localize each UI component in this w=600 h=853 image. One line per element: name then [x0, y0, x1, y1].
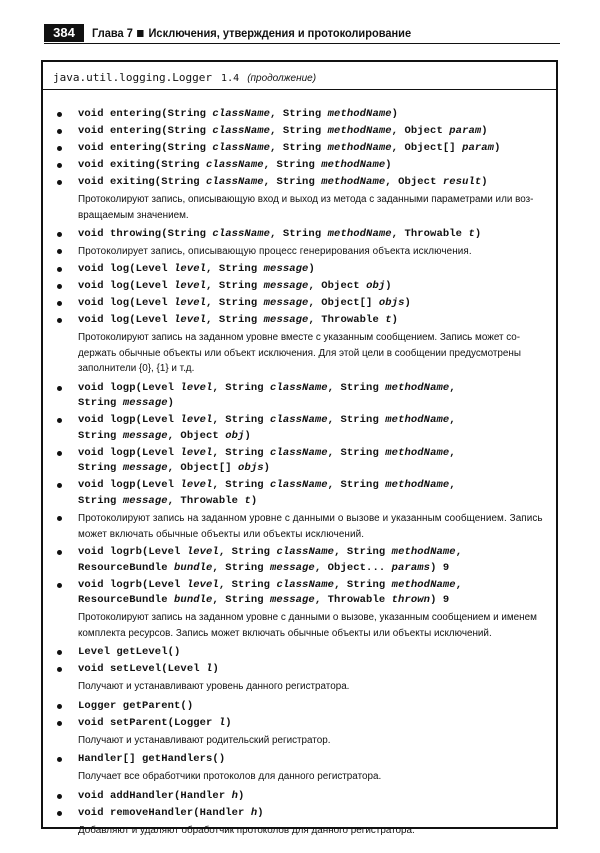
parameter-name: param — [462, 142, 495, 154]
signature-text: ) — [391, 108, 399, 120]
signature-text: , String — [206, 314, 264, 326]
parameter-name: level — [180, 479, 213, 491]
signature-text: void log(Level — [78, 263, 175, 275]
signature-text: ) — [385, 159, 392, 171]
parameter-name: level — [180, 446, 213, 459]
signature-text: , Object[] — [391, 142, 463, 154]
parameter-name: methodName — [385, 381, 450, 394]
signature-text: ) — [257, 806, 264, 819]
parameter-name: className — [212, 125, 271, 137]
signature-text: , Object — [167, 429, 226, 442]
parameter-name: level — [174, 263, 207, 275]
parameter-name: obj — [366, 280, 386, 292]
parameter-name: className — [270, 414, 328, 426]
signature-text: void removeHandler(Handler — [78, 806, 251, 819]
method-signature — [43, 413, 556, 444]
signature-text: ) — [244, 429, 251, 442]
parameter-name: message — [122, 397, 168, 409]
method-signature — [43, 296, 556, 312]
signature-text: , String — [334, 546, 392, 558]
method-signature — [43, 381, 556, 412]
signature-text: Level getLevel() — [78, 646, 181, 658]
parameter-name: bundle — [174, 594, 213, 606]
parameter-name: message — [122, 462, 168, 474]
method-signature — [43, 716, 556, 732]
signature-text: void log(Level — [78, 314, 175, 326]
signature-text: , String — [212, 381, 271, 394]
page-number: 384 — [44, 24, 84, 42]
signature-text: , String — [270, 108, 328, 120]
parameter-name: message — [270, 594, 315, 606]
parameter-name: message — [270, 561, 315, 574]
method-description: Протоколируют запись на заданном уровне вместе с указанным сообщением. Запись может со-держать обычные объекты или объект исключения. Для этой цели в сообщении предусмотрены заполнители {0}, {1} и т.д. — [78, 332, 521, 374]
signature-text: , String — [263, 159, 322, 171]
signature-text: ) — [494, 142, 501, 154]
parameter-name: level — [174, 297, 207, 309]
method-signature — [43, 478, 556, 509]
signature-text: void log(Level — [78, 297, 175, 309]
signature-text: Handler[] getHandlers() — [78, 753, 226, 765]
method-signature — [43, 124, 556, 140]
parameter-name: level — [174, 314, 207, 326]
signature-text: , Throwable — [391, 228, 469, 240]
parameter-name: message — [122, 494, 168, 507]
parameter-name: t — [468, 228, 475, 240]
parameter-name: methodName — [391, 546, 456, 558]
signature-text: , String — [327, 381, 386, 394]
method-description: Получают и устанавливают родительский регистратор. — [78, 734, 331, 746]
signature-text: ) 9 — [430, 561, 450, 574]
signature-text: , String — [78, 446, 456, 474]
signature-text: , String — [327, 479, 386, 491]
method-signature — [43, 244, 556, 261]
signature-text: void log(Level — [78, 280, 175, 292]
signature-text: , String — [334, 578, 392, 591]
signature-text: void setLevel(Level — [78, 663, 207, 675]
signature-text: ) — [391, 314, 399, 326]
method-description: Добавляют и удаляют обработчик протоколов для данного регистратора. — [78, 824, 415, 836]
signature-text: Протоколирует запись, описывающую процесс генерирования объекта исключения. — [78, 246, 472, 257]
method-description: Протоколируют запись на заданном уровне с данными о вызове, указанным сообщением и именем комплекта ресурсов. Запись может включать обычные объекты или объекты исключений. — [78, 612, 537, 639]
signature-text: void logrb(Level — [78, 546, 187, 558]
parameter-name: result — [442, 176, 482, 188]
signature-text: ) — [385, 280, 392, 292]
chapter-heading — [92, 24, 411, 42]
parameter-name: level — [174, 280, 207, 292]
signature-text: ) — [167, 397, 175, 409]
signature-text: ) — [225, 716, 232, 729]
parameter-name: level — [180, 414, 213, 426]
signature-text: void entering(String — [78, 108, 213, 120]
signature-text: ) — [238, 789, 245, 802]
continuation-note: (продолжение) — [247, 73, 317, 84]
parameter-name: message — [263, 297, 309, 309]
signature-text: , String — [78, 414, 456, 442]
method-signature — [43, 789, 556, 805]
method-signature — [43, 578, 556, 609]
signature-text: , Object — [385, 176, 443, 188]
signature-text: , String — [78, 381, 456, 409]
signature-text: ) — [308, 263, 315, 275]
parameter-name: className — [276, 546, 335, 558]
signature-text: ) — [250, 494, 258, 507]
signature-text: void logrb(Level — [78, 578, 187, 591]
signature-text: , String — [78, 479, 456, 507]
parameter-name: className — [212, 228, 271, 240]
signature-text: void exiting(String — [78, 159, 207, 171]
parameter-name: objs — [238, 462, 264, 474]
parameter-name: className — [212, 142, 271, 154]
signature-text: , Object... — [314, 561, 392, 574]
method-signature — [43, 446, 556, 477]
parameter-name: methodName — [327, 108, 392, 120]
header-rule — [44, 43, 560, 44]
signature-text: ) — [481, 176, 488, 188]
method-description: Протоколируют запись, описывающую вход и выход из метода с заданными параметрами или воз-вращаемым значением. — [78, 194, 534, 221]
signature-text: , ResourceBundle — [78, 578, 463, 606]
method-signature — [43, 175, 556, 191]
parameter-name: methodName — [385, 446, 450, 459]
signature-text: void setParent(Logger — [78, 716, 219, 729]
method-signature — [43, 313, 556, 329]
signature-text: , String — [212, 446, 271, 459]
signature-text: void addHandler(Handler — [78, 789, 232, 802]
parameter-name: methodName — [327, 142, 392, 154]
signature-text: , String — [270, 125, 328, 137]
parameter-name: l — [206, 663, 213, 675]
parameter-name: className — [206, 176, 264, 188]
signature-text: , String — [218, 578, 277, 591]
parameter-name: message — [122, 429, 168, 442]
api-box — [41, 60, 558, 836]
signature-text: ) 9 — [430, 594, 450, 606]
parameter-name: thrown — [391, 594, 431, 606]
method-signature — [43, 545, 556, 576]
api-entries — [43, 107, 556, 842]
method-signature — [43, 511, 556, 544]
parameter-name: objs — [378, 297, 405, 309]
parameter-name: level — [186, 578, 219, 591]
method-signature — [43, 806, 556, 822]
signature-text: , String — [212, 479, 271, 491]
signature-text: Logger getParent() — [78, 699, 194, 712]
signature-text: ) — [481, 125, 488, 137]
signature-text: void logp(Level — [78, 381, 181, 394]
signature-text: , String — [206, 297, 264, 309]
parameter-name: message — [263, 314, 309, 326]
signature-text: , String — [263, 176, 322, 188]
parameter-name: h — [250, 806, 258, 819]
method-signature — [43, 227, 556, 243]
signature-text: , Object[] — [308, 297, 379, 309]
parameter-name: methodName — [385, 479, 450, 491]
signature-text: Протоколируют запись на заданном уровне с данными о вызове и указанным сообщением. Запись может включать обычные объекты или объекты исключений. — [78, 512, 543, 540]
parameter-name: className — [212, 108, 271, 120]
signature-text: void entering(String — [78, 125, 213, 137]
method-description: Получает все обработчики протоколов для данного регистратора. — [78, 771, 382, 782]
method-signature — [43, 752, 556, 768]
chapter-title: Исключения, утверждения и протоколирование — [148, 26, 412, 40]
signature-text: , String — [218, 546, 277, 558]
signature-text: , Throwable — [308, 314, 386, 326]
method-signature — [43, 279, 556, 295]
parameter-name: className — [270, 446, 328, 459]
method-signature — [43, 262, 556, 278]
signature-text: , Throwable — [314, 594, 392, 606]
class-name: java.util.logging.Logger — [53, 71, 212, 84]
parameter-name: methodName — [327, 125, 392, 137]
signature-text: , ResourceBundle — [78, 546, 463, 574]
signature-text: , String — [212, 561, 271, 574]
method-description: Получают и устанавливают уровень данного регистратора. — [78, 681, 350, 692]
parameter-name: message — [263, 263, 309, 275]
parameter-name: methodName — [327, 228, 392, 240]
parameter-name: t — [385, 314, 392, 326]
class-header — [43, 62, 556, 90]
parameter-name: methodName — [391, 578, 456, 591]
signature-text: ) — [212, 663, 219, 675]
parameter-name: className — [270, 381, 328, 394]
class-version: 1.4 — [221, 73, 240, 84]
signature-text: , String — [206, 263, 264, 275]
signature-text: void throwing(String — [78, 228, 213, 240]
signature-text: , Object — [308, 280, 367, 292]
parameter-name: level — [180, 381, 213, 394]
signature-text: ) — [404, 297, 411, 309]
parameter-name: param — [449, 125, 482, 137]
parameter-name: h — [231, 789, 239, 802]
signature-text: , Throwable — [167, 494, 245, 507]
parameter-name: t — [244, 494, 251, 507]
parameter-name: level — [186, 546, 219, 558]
parameter-name: message — [263, 280, 309, 292]
signature-text: , String — [327, 414, 386, 426]
running-header — [44, 24, 560, 42]
signature-text: void entering(String — [78, 142, 213, 154]
parameter-name: className — [206, 159, 264, 171]
parameter-name: params — [391, 561, 431, 574]
parameter-name: className — [270, 479, 328, 491]
method-signature — [43, 158, 556, 174]
parameter-name: l — [218, 716, 226, 729]
method-signature — [43, 107, 556, 123]
method-signature — [43, 645, 556, 661]
parameter-name: methodName — [321, 176, 386, 188]
signature-text: void logp(Level — [78, 446, 181, 459]
signature-text: , String — [212, 414, 271, 426]
method-signature — [43, 141, 556, 157]
signature-text: , String — [270, 142, 328, 154]
signature-text: , Object — [391, 125, 450, 137]
signature-text: , String — [212, 594, 271, 606]
parameter-name: methodName — [385, 414, 450, 426]
square-bullet-icon — [137, 30, 143, 37]
signature-text: ) — [474, 228, 482, 240]
signature-text: void exiting(String — [78, 176, 207, 188]
signature-text: , String — [327, 446, 386, 459]
parameter-name: methodName — [321, 159, 386, 171]
signature-text: , String — [206, 280, 264, 292]
parameter-name: bundle — [174, 561, 213, 574]
method-signature — [43, 699, 556, 715]
chapter-label: Глава 7 — [92, 26, 133, 40]
signature-text: ) — [263, 462, 271, 474]
parameter-name: className — [276, 578, 335, 591]
signature-text: , Object[] — [167, 462, 239, 474]
signature-text: void logp(Level — [78, 479, 181, 491]
signature-text: , String — [270, 228, 328, 240]
method-signature — [43, 662, 556, 678]
parameter-name: obj — [225, 429, 245, 442]
signature-text: void logp(Level — [78, 414, 181, 426]
